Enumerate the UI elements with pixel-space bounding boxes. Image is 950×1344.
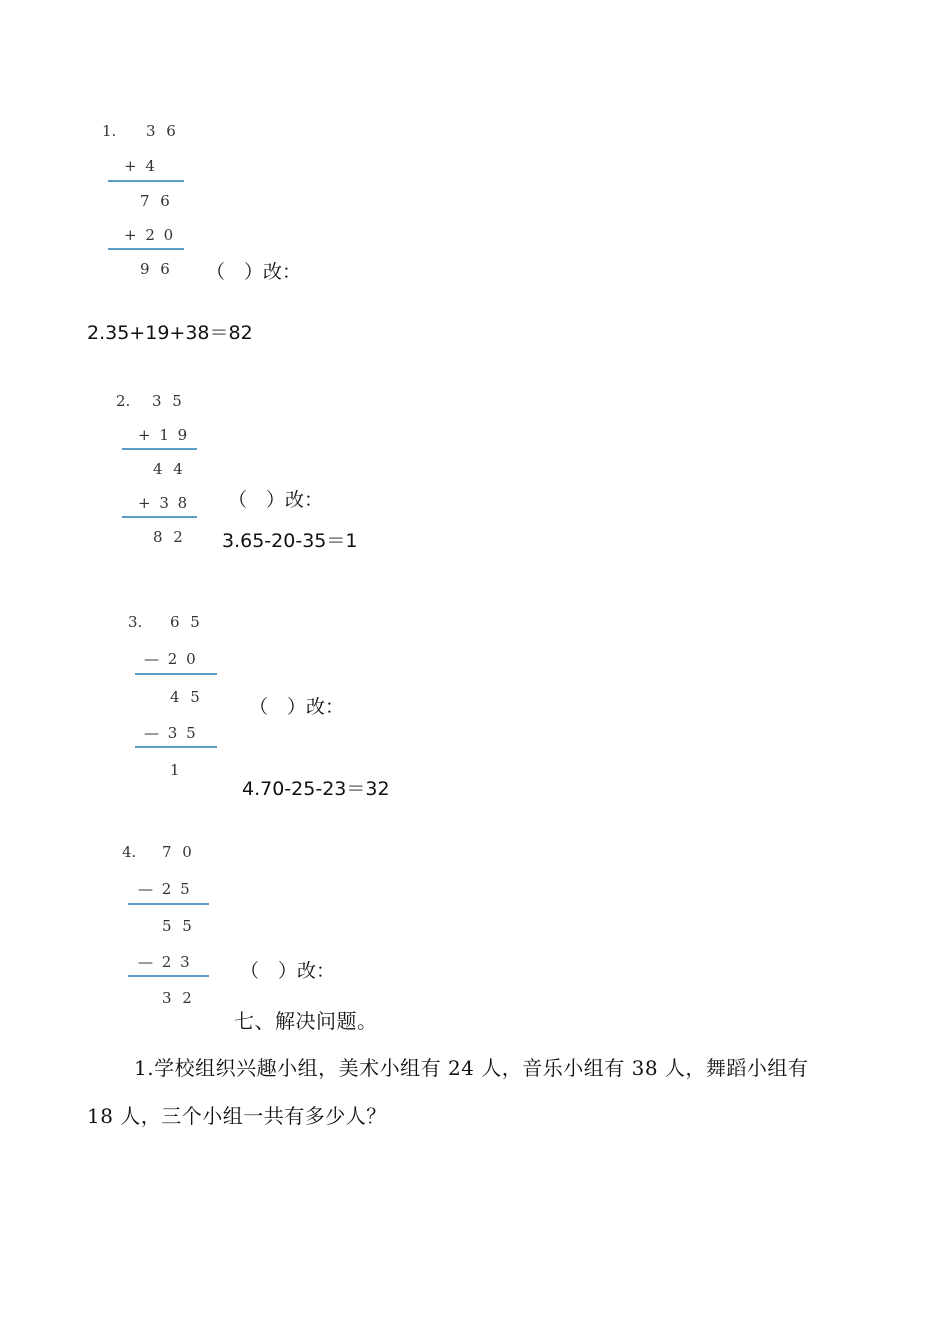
vertical-line [108, 248, 184, 250]
vertical-intermediate: 7 6 [140, 192, 173, 210]
word-problem-line-2: 18 人，三个小组一共有多少人？ [87, 1104, 387, 1128]
vertical-operand-2: + 3 8 [138, 494, 190, 512]
vertical-line [128, 975, 209, 977]
problem-number: 1. [102, 122, 117, 140]
vertical-operand-1: + 4 [124, 157, 157, 175]
vertical-result: 9 6 [140, 260, 173, 278]
problem-number: 3. [128, 613, 143, 631]
vertical-result: 8 2 [153, 528, 186, 546]
vertical-line [128, 903, 209, 905]
vertical-line [135, 746, 217, 748]
vertical-intermediate: 5 5 [162, 917, 195, 935]
correction-mark: （ ）改： [228, 489, 324, 511]
vertical-line [122, 448, 197, 450]
word-problem-line-1: 1.学校组织兴趣小组，美术小组有 24 人，音乐小组有 38 人，舞蹈小组有 [134, 1056, 809, 1080]
problem-number: 4. [122, 843, 137, 861]
section-title: 七、解决问题。 [234, 1009, 378, 1033]
vertical-line [108, 180, 184, 182]
vertical-operand-1: + 1 9 [138, 426, 190, 444]
equation-4: 4.70-25-23＝32 [242, 778, 390, 800]
vertical-intermediate: 4 5 [170, 688, 203, 706]
vertical-top-number: 3 6 [146, 122, 179, 140]
vertical-operand-1: — 2 5 [138, 880, 192, 898]
vertical-operand-2: + 2 0 [124, 226, 176, 244]
vertical-top-number: 6 5 [170, 613, 203, 631]
vertical-result: 3 2 [162, 989, 195, 1007]
correction-mark: （ ）改： [206, 261, 302, 283]
vertical-line [122, 516, 197, 518]
correction-mark: （ ）改： [240, 960, 336, 982]
vertical-operand-2: — 3 5 [144, 724, 198, 742]
correction-mark: （ ）改： [249, 696, 345, 718]
equation-3: 3.65-20-35＝1 [222, 530, 358, 552]
vertical-operand-2: — 2 3 [138, 953, 192, 971]
vertical-top-number: 7 0 [162, 843, 195, 861]
vertical-result: 1 [170, 761, 180, 779]
problem-number: 2. [116, 392, 131, 410]
equation-2: 2.35+19+38＝82 [87, 322, 253, 344]
vertical-line [135, 673, 217, 675]
vertical-operand-1: — 2 0 [144, 650, 198, 668]
vertical-intermediate: 4 4 [153, 460, 186, 478]
vertical-top-number: 3 5 [152, 392, 185, 410]
